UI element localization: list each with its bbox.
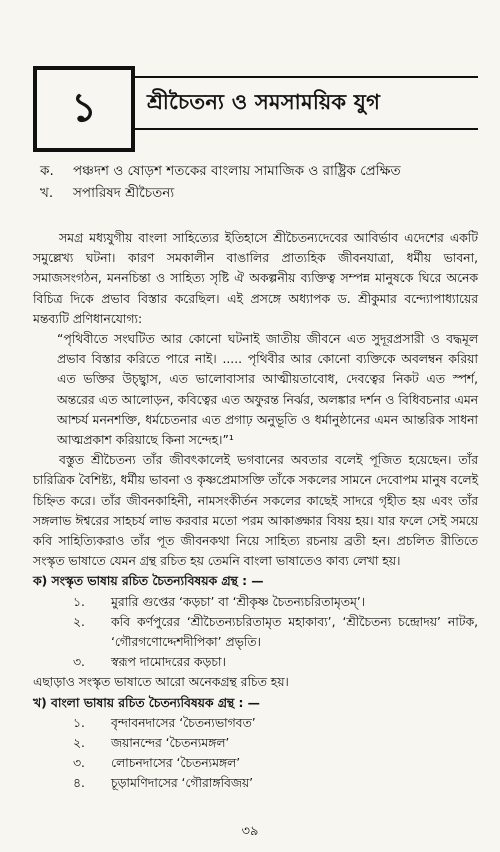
chapter-number: ১ (71, 83, 97, 131)
section-heading-sanskrit: ক) সংস্কৃত ভাষায় রচিত চৈতন্যবিষয়ক গ্রন্থ : — (33, 574, 264, 589)
list-text: লোচনদাসের ‘চৈতন্যমঙ্গল’ (111, 756, 241, 771)
topic-item (40, 182, 480, 204)
list-text: বৃন্দাবনদাসের ‘চৈতন্যভাগবত’ (111, 715, 256, 730)
block-quote: “পৃথিবীতে সংঘটিত আর কোনো ঘটনাই জাতীয় জীবনে এত সুদূরপ্রসারী ও বদ্ধমূল প্রভাব বিস্তার করিতে পারে নাই। ..... পৃথিবীর আর কোনো ব্যক্তিকে অবলম্বন করিয়া এত ভক্তির উচ্ছ্বাস, এত ভালোবাসার আত্মীয়তাবোধ, দেবত্বের নিকট এত স্পর্শ, অন্তরের এত আলোড়ন, কবিত্বের এত অফুরন্ত নির্ঝর, অলঙ্কার দর্শন ও বিধিবচনার এমন আশ্চর্য মননশক্তি, ধর্মচেতনার এত প্রগাঢ় অনুভূতি ও ধর্মানুষ্ঠানের এমন আন্তরিক সাধনা আত্মপ্রকাশ করিয়াছে কিনা সন্দেহ।”¹ (57, 332, 478, 448)
list-text: মুরারি গুপ্তের ‘কড়চা’ বা ‘শ্রীকৃষ্ণ চৈতন্যচরিতামৃতম্’। (111, 594, 366, 609)
header-top-rule (135, 76, 478, 78)
list-item (33, 652, 478, 672)
chapter-title: শ্রীচৈতন্য ও সমসাময়িক যুগ (147, 90, 381, 114)
list-text: স্বরূপ দামোদরের কড়চা। (111, 655, 226, 670)
body-text (33, 228, 478, 794)
chapter-number-box (33, 66, 135, 152)
topic-item (40, 160, 480, 182)
list-text: কবি কর্ণপুরের ‘শ্রীচৈতন্যচরিতামৃত মহাকাব্য’, ‘শ্রীচৈতন্য চন্দ্রোদয়’ নাটক, ‘গৌরগণোদ্দেশদীপিকা’ প্রভৃতি। (111, 614, 478, 650)
topic-mark: খ. (40, 185, 54, 201)
closing-sentence: এছাড়াও সংস্কৃত ভাষাতে আরো অনেকগ্রন্থ রচিত হয়। (33, 675, 289, 690)
list-number: ৩. (73, 655, 85, 670)
topic-text: সপারিষদ শ্রীচৈতন্য (73, 185, 175, 201)
list-number: ২. (73, 736, 85, 751)
section-heading-bangla: খ) বাংলা ভাষায় রচিত চৈতন্যবিষয়ক গ্রন্থ : — (33, 695, 260, 710)
topic-list (40, 160, 480, 204)
list-item (33, 713, 478, 733)
list-number: ৪. (73, 776, 85, 791)
list-number: ১. (73, 594, 85, 609)
topic-mark: ক. (40, 163, 54, 179)
list-item (33, 733, 478, 753)
topic-text: পঞ্চদশ ও ষোড়শ শতকের বাংলায় সামাজিক ও রাষ্ট্রিক প্রেক্ষিত (73, 163, 401, 179)
list-item (33, 773, 478, 793)
body-paragraph: বস্তুত শ্রীচৈতন্য তাঁর জীবৎকালেই ভগবানের অবতার বলেই পূজিত হয়েছেন। তাঁর চারিত্রিক বৈশিষ্ট্য, ধর্মীয় ভাবনা ও কৃষ্ণপ্রেমাসক্তি তাঁকে সকলের সামনে দেবোপম মানুষ বলেই চিহ্নিত করে। তাঁর জীবনকাহিনী, নামসংকীর্তন সকলের কাছেই সাদরে গৃহীত হয় এবং তাঁর সঙ্গলাভ ঈশ্বরের সাহচর্য লাভ করবার মতো পরম আকাঙ্ক্ষার বিষয় হয়। যার ফলে সেই সময়ে কবি সাহিত্যিকরাও তাঁর পূত জীবনকথা নিয়ে সাহিত্য রচনায় ব্রতী হন। প্রচলিত রীতিতে সংস্কৃত ভাষাতে যেমন গ্রন্থ রচিত হয় তেমনি বাংলা ভাষাতেও কাব্য লেখা হয়। (33, 453, 478, 569)
list-number: ১. (73, 715, 85, 730)
list-item (33, 612, 478, 652)
intro-paragraph: সমগ্র মধ্যযুগীয় বাংলা সাহিত্যের ইতিহাসে শ্রীচৈতন্যদেবের আবির্ভাব এদেশের একটি সমুল্লেখ্য ঘটনা। কারণ সমকালীন বাঙালির প্রাত্যহিক জীবনযাত্রা, ধর্মীয় ভাবনা, সমাজসংগঠন, মননচিন্তা ও সাহিত্য সৃষ্টি ঐ অকল্পনীয় ব্যক্তিত্ব সম্পন্ন মানুষকে ঘিরে অনেক বিচিত্র দিকে প্রভাব বিস্তার করেছিল। এই প্রসঙ্গে অধ্যাপক ড. শ্রীকুমার বন্দ্যোপাধ্যায়ের মন্তব্যটি প্রণিধানযোগ্য: (33, 231, 478, 326)
list-text: জয়ানন্দের ‘চৈতন্যমঙ্গল’ (111, 736, 230, 751)
list-number: ৩. (73, 756, 85, 771)
list-text: চূড়ামণিদাসের ‘গৌরাঙ্গবিজয়’ (111, 776, 254, 791)
page-number: ৩৯ (241, 824, 259, 839)
list-item (33, 592, 478, 612)
list-item (33, 753, 478, 773)
list-number: ২. (73, 614, 85, 629)
sanskrit-works-list (33, 592, 478, 673)
bangla-works-list (33, 713, 478, 794)
